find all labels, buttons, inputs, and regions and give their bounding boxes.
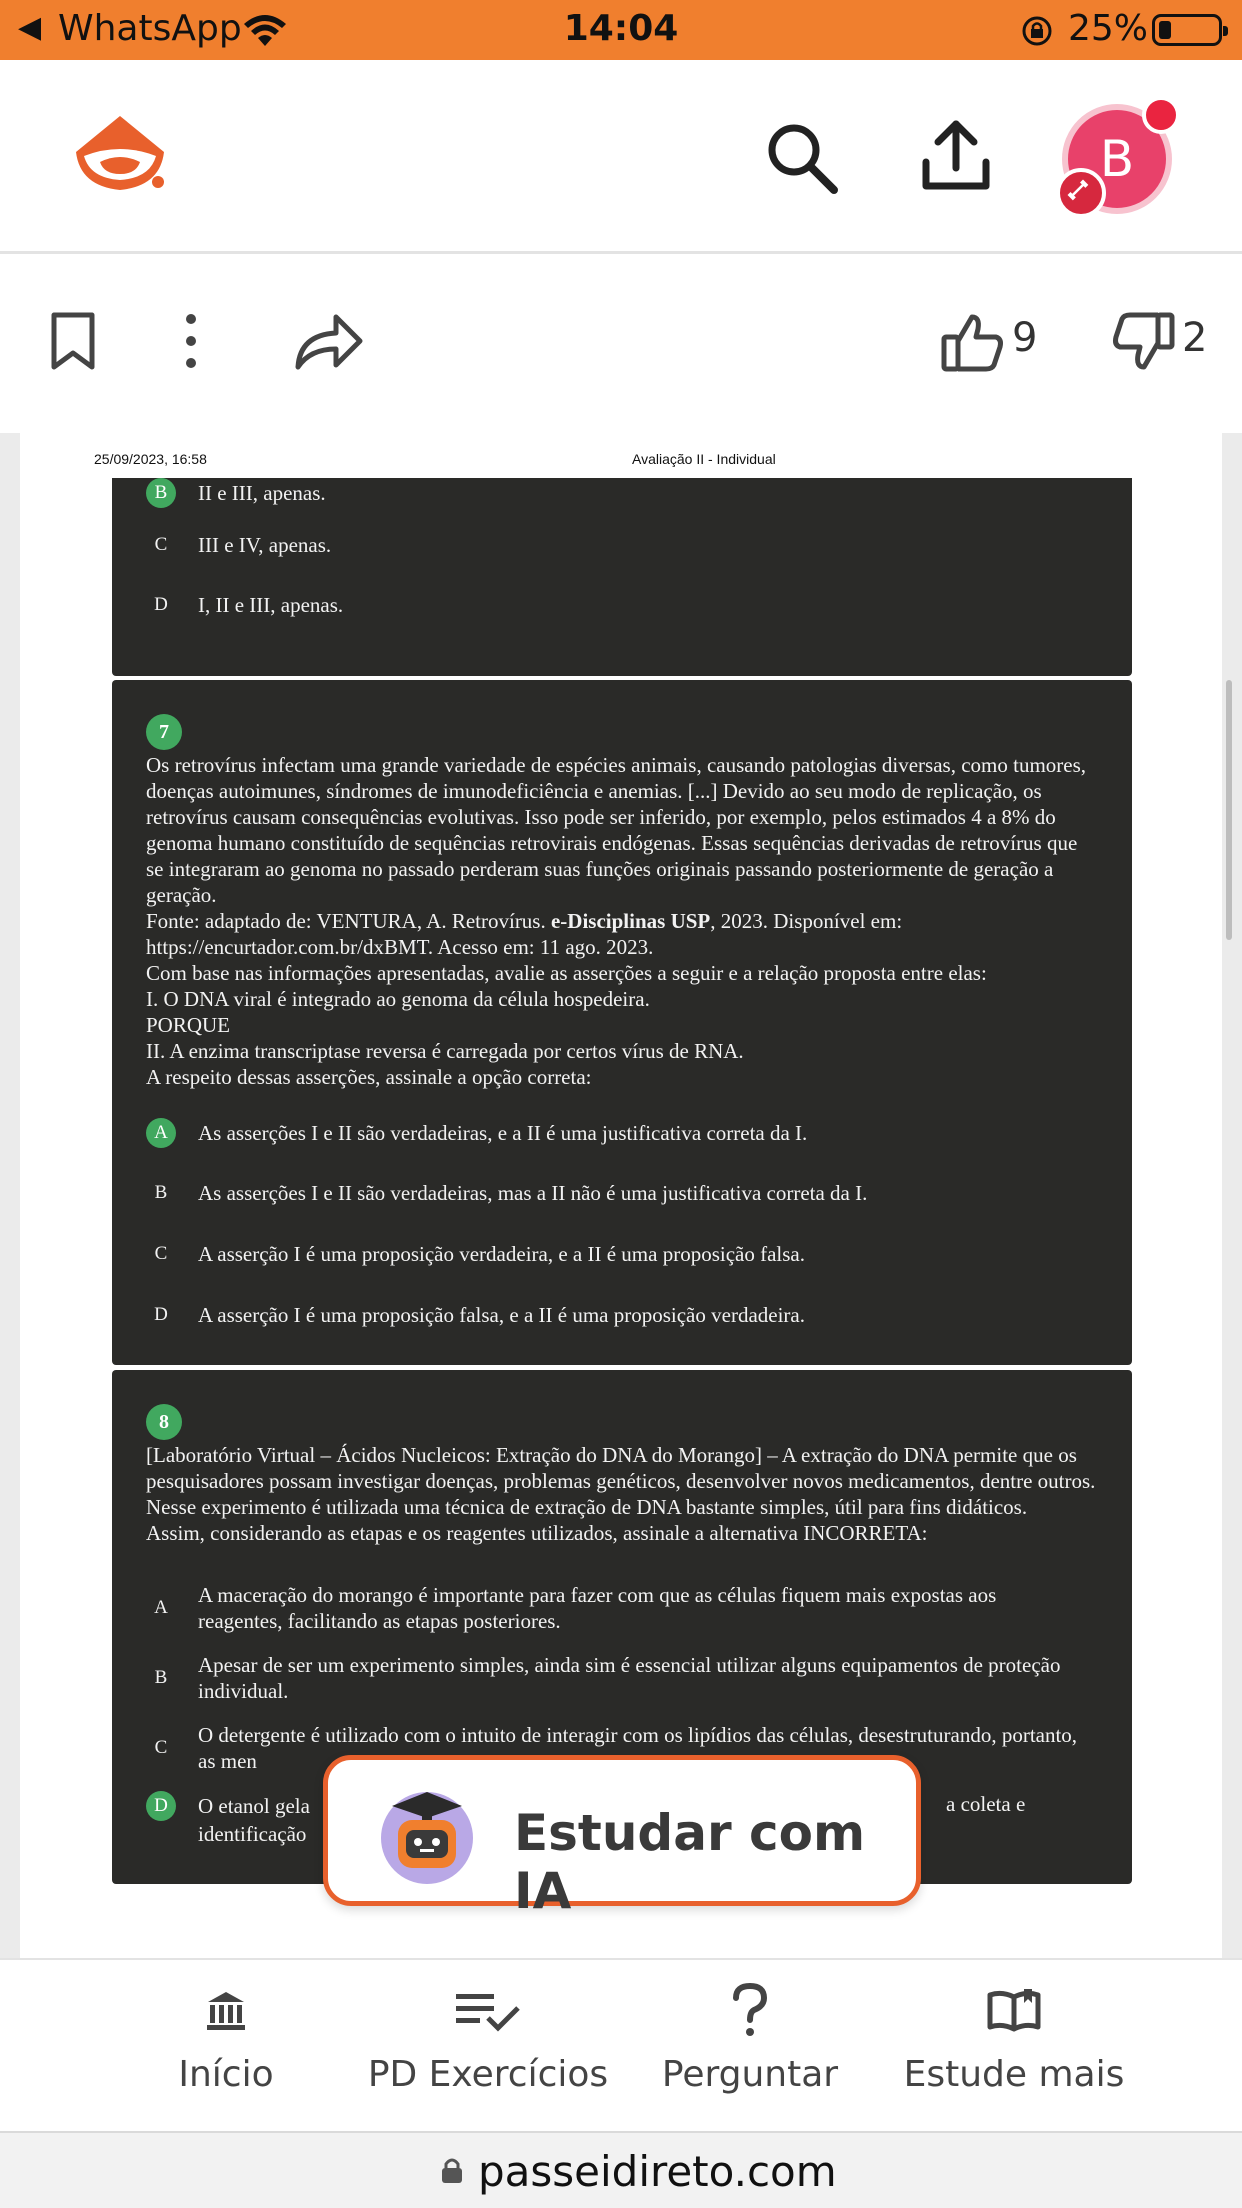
question-icon — [730, 1982, 770, 2038]
question-6-option-b: B II e III, apenas. — [146, 478, 326, 508]
dumbbell-badge-icon — [1056, 168, 1106, 218]
document-print-date: 25/09/2023, 16:58 — [94, 451, 207, 467]
passei-direto-logo[interactable] — [70, 112, 170, 196]
question-8-option-d: D O etanol gela a coleta e identificação — [146, 1791, 1086, 1847]
question-7-option-a: A As asserções I e II são verdadeiras, e a II é uma justificativa correta da I. — [146, 1118, 807, 1148]
browser-url-bar[interactable] — [0, 2131, 1242, 2208]
vertical-scrollbar[interactable] — [1226, 680, 1232, 940]
notification-dot — [1142, 96, 1180, 134]
like-count: 9 — [1012, 315, 1038, 361]
study-with-ai-button[interactable] — [323, 1755, 921, 1920]
question-8-option-a: A A maceração do morango é importante para fazer com que as células fiquem mais expostas aos reagentes, facilitando as etapas posteriores. — [154, 1583, 997, 1633]
study-with-ai-label: Estudar com IA — [514, 1804, 866, 1920]
more-options-icon[interactable] — [176, 311, 206, 371]
question-number-badge: 7 — [146, 714, 182, 750]
question-7-option-d: D A asserção I é uma proposição falsa, e a II é uma proposição verdadeira. — [154, 1303, 805, 1328]
nav-inicio[interactable]: Início — [96, 1978, 356, 2095]
checklist-icon — [454, 1988, 522, 2032]
share-icon[interactable] — [292, 311, 364, 371]
selected-answer-badge: D — [146, 1791, 176, 1821]
bottom-navigation-bar — [0, 1958, 1242, 2130]
question-7-option-c: C A asserção I é uma proposição verdadeira, e a II é uma proposição falsa. — [154, 1242, 805, 1267]
back-to-app-icon[interactable]: ◀ — [18, 11, 42, 44]
user-avatar[interactable]: B — [1062, 104, 1172, 214]
question-7-option-b: B As asserções I e II são verdadeiras, mas a II não é uma justificativa correta da I. — [154, 1181, 868, 1206]
nav-estude-mais[interactable]: Estude mais — [884, 1978, 1144, 2095]
question-6-option-d: D I, II e III, apenas. — [154, 593, 344, 618]
thumbs-down-icon[interactable] — [1110, 311, 1176, 373]
rotation-lock-icon — [1020, 14, 1054, 48]
question-8-option-b: B Apesar de ser um experimento simples, ainda sim é essencial utilizar alguns equipamentos de proteção individual. — [154, 1653, 1061, 1703]
bookmark-icon[interactable] — [48, 311, 98, 371]
url-domain: passeidireto.com — [478, 2147, 837, 2196]
bank-icon — [204, 1988, 248, 2032]
question-6-card — [112, 478, 1132, 676]
upload-icon[interactable] — [918, 118, 994, 194]
status-bar — [0, 0, 1242, 60]
question-8-text: [Laboratório Virtual – Ácidos Nucleicos: Extração do DNA do Morango] – A extração do DNA permite que os pesquisadores possam investigar doenças, problemas genéticos, desenvolver novos medicamentos, dentre outros. Nesse experimento é utilizada uma técnica de extração de DNA bastante simples, útil para fins didáticos. Assim, considerando as etapas e os reagentes utilizados, assinale a alternativa INCORRETA: — [146, 1443, 1096, 1545]
dislike-count: 2 — [1182, 315, 1208, 361]
nav-perguntar[interactable]: Perguntar — [620, 1978, 880, 2095]
question-7-source: Fonte: adaptado de: VENTURA, A. Retrovírus. e-Disciplinas USP, 2023. Disponível em: https://encurtador.com.br/dxBMT. Acesso em: 11 ago. 2023. — [146, 909, 903, 959]
document-page[interactable] — [20, 433, 1222, 1958]
clock-time: 14:04 — [563, 8, 679, 49]
lock-icon — [440, 2155, 464, 2185]
question-7-card — [112, 680, 1132, 1365]
question-7-text: Os retrovírus infectam uma grande variedade de espécies animais, causando patologias diversas, como tumores, doenças autoimunes, síndromes de imunodeficiência e anemias. [...] Devido ao seu modo de replicação, os retrovírus causam consequências evolutivas. Isso pode ser inferido, por exemplo, pelos estimados 4 a 8% do genoma humano constituído de sequências retrovirais endógenas. Essas sequências derivadas de retrovírus que se integraram ao genoma no passado perderam suas funções originais passando posteriormente de geração a geração. Fonte: adaptado de: VENTURA, A. Retrovírus. e-Disciplinas USP, 2023. Disponível em: https://encurtador.com.br/dxBMT. Acesso em: 11 ago. 2023. Com base nas informações apresentadas, avalie as asserções a seguir e a relação proposta entre elas: I. O DNA viral é integrado ao genoma da célula hospedeira. PORQUE II. A enzima transcriptase reversa é carregada por certos vírus de RNA. A respeito dessas asserções, assinale a opção correta: — [146, 752, 1096, 1090]
nav-pd-exercicios[interactable]: PD Exercícios — [358, 1978, 618, 2095]
top-navigation-bar — [0, 60, 1242, 254]
question-number-badge: 8 — [146, 1404, 182, 1440]
selected-answer-badge: A — [146, 1118, 176, 1148]
selected-answer-badge: B — [146, 478, 176, 508]
search-icon[interactable] — [762, 118, 840, 196]
question-6-option-c: C III e IV, apenas. — [154, 533, 332, 558]
back-app-name[interactable]: WhatsApp — [58, 8, 242, 49]
question-8-option-c: C O detergente é utilizado com o intuito de interagir com os lipídios das células, desestruturando, portanto, as men — [154, 1723, 1078, 1773]
document-action-bar — [0, 257, 1242, 433]
battery-icon — [1152, 14, 1222, 46]
robot-graduate-icon — [372, 1786, 482, 1886]
thumbs-up-icon[interactable] — [940, 311, 1006, 373]
battery-percent: 25% — [1068, 8, 1149, 49]
book-icon — [986, 1987, 1042, 2033]
document-header-title: Avaliação II - Individual — [632, 451, 776, 467]
